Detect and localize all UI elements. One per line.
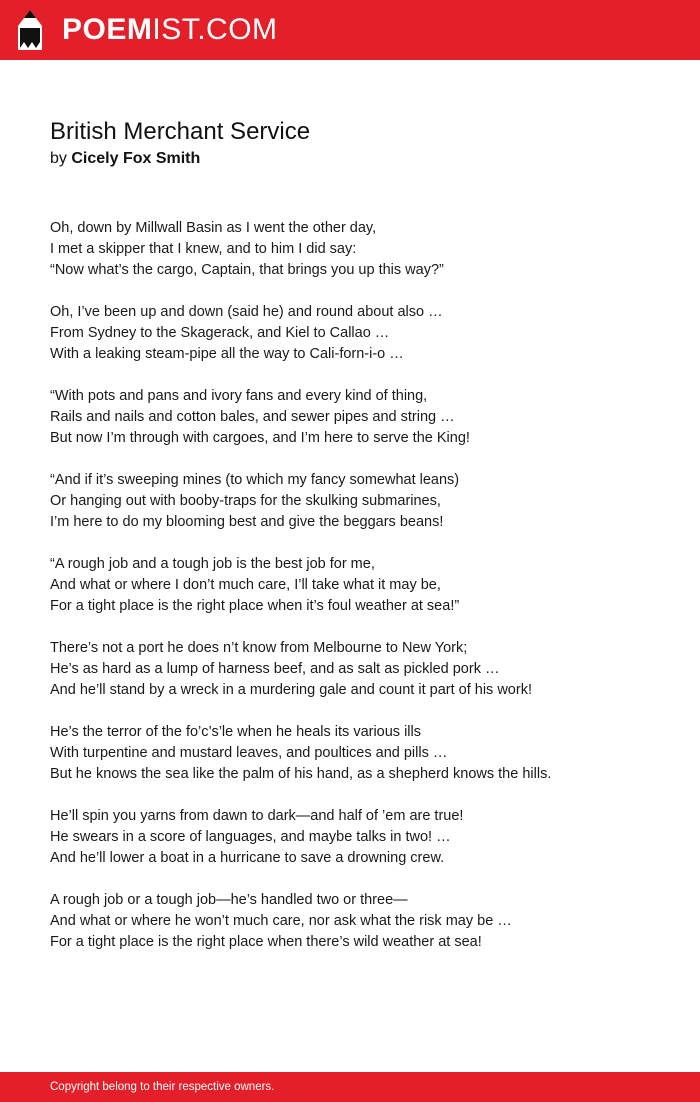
- poem-line: But he knows the sea like the palm of his hand, as a shepherd knows the hills.: [50, 766, 552, 782]
- poem-line: With a leaking steam-pipe all the way to Cali-forn-i-o …: [50, 346, 404, 362]
- poem-line: And what or where I don’t much care, I’ll take what it may be,: [50, 577, 441, 593]
- stanza: [50, 890, 570, 953]
- poem-line: “Now what’s the cargo, Captain, that brings you up this way?”: [50, 262, 444, 278]
- poem-line: From Sydney to the Skagerack, and Kiel to Callao …: [50, 325, 390, 341]
- poem-line: And what or where he won’t much care, nor ask what the risk may be …: [50, 913, 512, 929]
- pencil-logo-icon: [18, 10, 42, 50]
- poem-line: And he’ll lower a boat in a hurricane to save a drowning crew.: [50, 850, 445, 866]
- poem-line: He’s as hard as a lump of harness beef, and as salt as pickled pork …: [50, 661, 500, 677]
- brand-light: IST.COM: [152, 13, 278, 46]
- stanza: [50, 554, 570, 617]
- poem-body: [50, 218, 570, 974]
- poem-line: There’s not a port he does n’t know from Melbourne to New York;: [50, 640, 468, 656]
- stanza: [50, 218, 570, 281]
- poem-line: But now I’m through with cargoes, and I’m here to serve the King!: [50, 430, 470, 446]
- poem-line: He’s the terror of the fo’c’s’le when he heals its various ills: [50, 724, 422, 740]
- poem-line: With turpentine and mustard leaves, and poultices and pills …: [50, 745, 448, 761]
- site-footer: [0, 1072, 700, 1102]
- poem-line: He swears in a score of languages, and maybe talks in two! …: [50, 829, 451, 845]
- poem-line: Oh, down by Millwall Basin as I went the other day,: [50, 220, 377, 236]
- poem-line: And he’ll stand by a wreck in a murdering gale and count it part of his work!: [50, 682, 532, 698]
- poem-line: A rough job or a tough job—he’s handled two or three—: [50, 892, 408, 908]
- poem-line: For a tight place is the right place when there’s wild weather at sea!: [50, 934, 482, 950]
- stanza: [50, 806, 570, 869]
- by-label: by: [50, 150, 67, 167]
- stanza: [50, 638, 570, 701]
- stanza: [50, 302, 570, 365]
- poem-title: British Merchant Service: [50, 118, 311, 145]
- site-logo-text[interactable]: [62, 12, 278, 48]
- brand-bold: POEM: [62, 13, 153, 46]
- site-header: [0, 0, 700, 60]
- poem-line: I met a skipper that I knew, and to him I did say:: [50, 241, 357, 257]
- author-name: Cicely Fox Smith: [71, 150, 201, 167]
- stanza: [50, 470, 570, 533]
- poem-line: He’ll spin you yarns from dawn to dark—and half of ’em are true!: [50, 808, 464, 824]
- poem-line: “And if it’s sweeping mines (to which my fancy somewhat leans): [50, 472, 460, 488]
- stanza: [50, 386, 570, 449]
- stanza: [50, 722, 570, 785]
- poem-line: “A rough job and a tough job is the best job for me,: [50, 556, 375, 572]
- copyright-text: Copyright belong to their respective owners.: [50, 1081, 275, 1093]
- byline: [50, 148, 200, 170]
- poem-line: Oh, I’ve been up and down (said he) and round about also …: [50, 304, 443, 320]
- poem-line: “With pots and pans and ivory fans and every kind of thing,: [50, 388, 428, 404]
- poem-line: Or hanging out with booby-traps for the skulking submarines,: [50, 493, 441, 509]
- poem-line: I’m here to do my blooming best and give the beggars beans!: [50, 514, 444, 530]
- poem-line: For a tight place is the right place when it’s foul weather at sea!”: [50, 598, 460, 614]
- poem-line: Rails and nails and cotton bales, and sewer pipes and string …: [50, 409, 455, 425]
